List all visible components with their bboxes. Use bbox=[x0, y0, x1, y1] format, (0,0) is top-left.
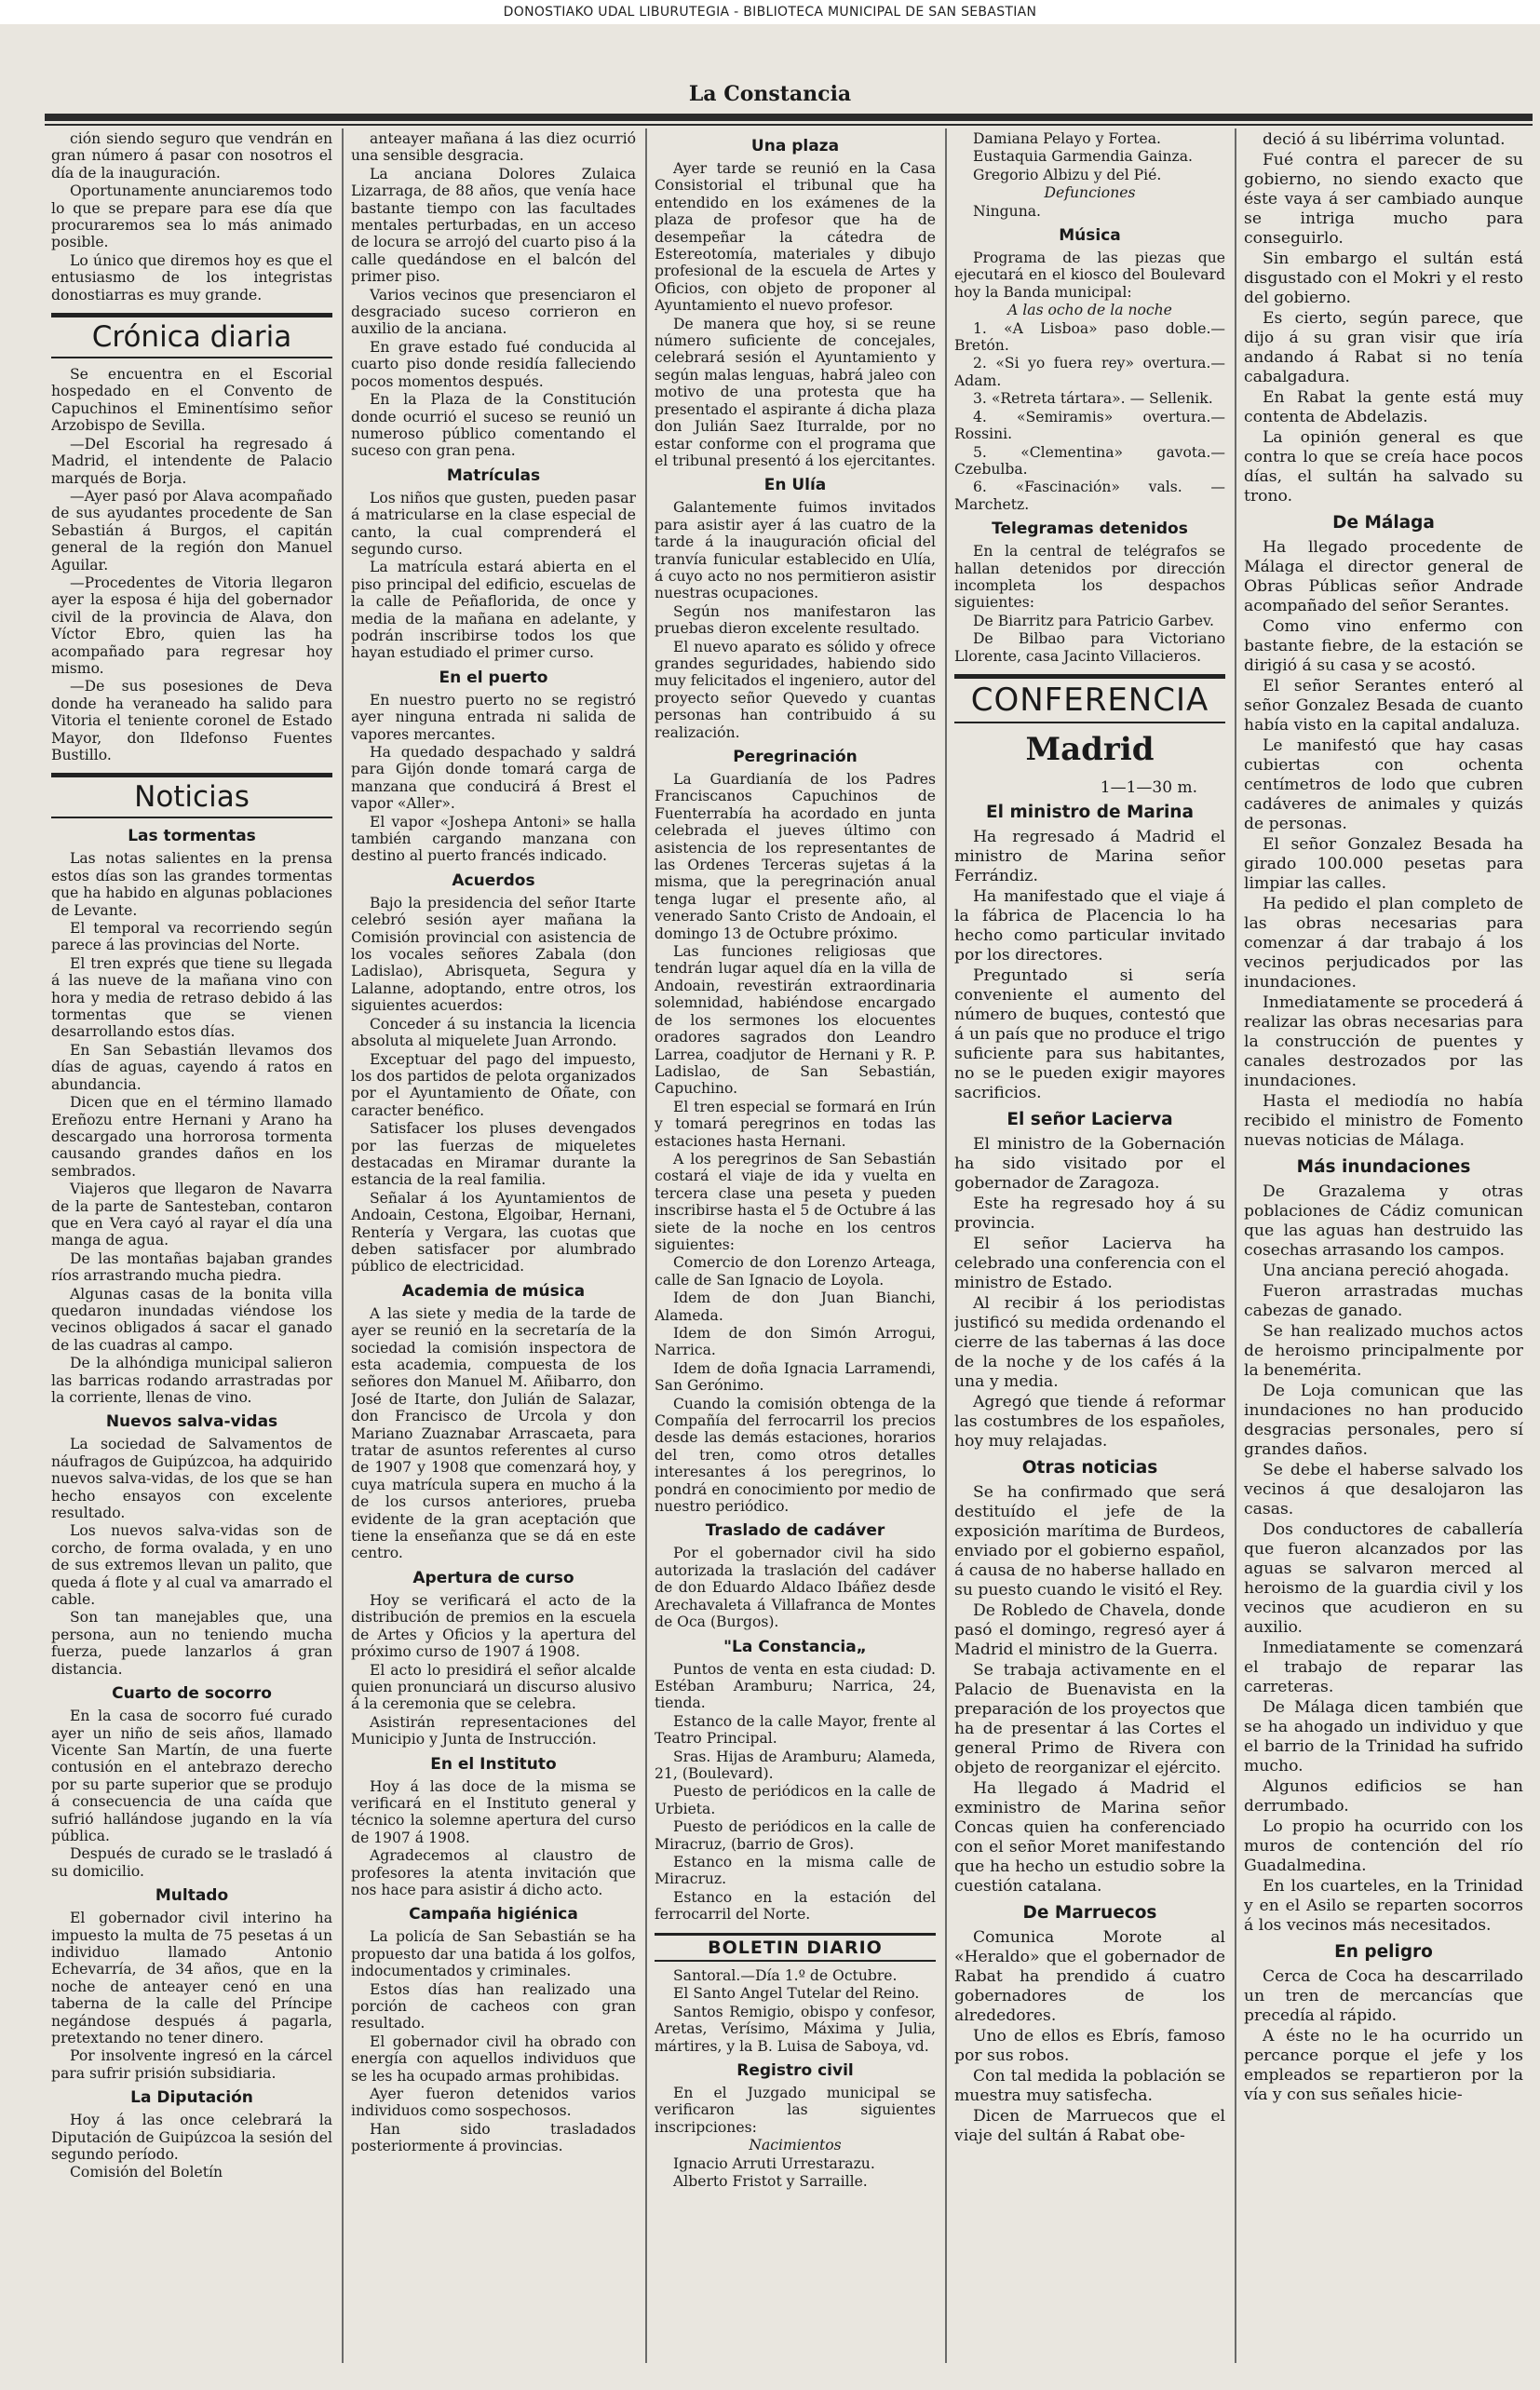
section-title-cronica: Crónica diaria bbox=[51, 313, 332, 358]
paragraph: Las notas salientes en la prensa estos días son las grandes tormentas que ha habido en algunas poblaciones de Levante. bbox=[51, 850, 332, 919]
headline-otras: Otras noticias bbox=[1021, 1458, 1158, 1479]
article-body bbox=[351, 1778, 636, 1899]
article-body bbox=[655, 1545, 936, 1630]
headline-telegramas: Telegramas detenidos bbox=[992, 520, 1188, 539]
paragraph: La matrícula estará abierta en el piso principal del edificio, escuelas de la calle de Peñaflorida, de once y media de la mañana en adelante, y podrán inscribirse todos los que hayan estudiado el primer curso. bbox=[351, 559, 636, 662]
section-title-noticias: Noticias bbox=[51, 773, 332, 818]
headline-inundaciones: Más inundaciones bbox=[1296, 1157, 1471, 1177]
paragraph: Por insolvente ingresó en la cárcel para sufrir prisión subsidiaria. bbox=[51, 2047, 332, 2082]
headline-diputacion: La Diputación bbox=[130, 2088, 253, 2108]
headline-peligro: En peligro bbox=[1334, 1942, 1433, 1962]
article-body bbox=[351, 1305, 636, 1562]
paragraph: Eustaquia Garmendia Gainza. bbox=[973, 148, 1194, 166]
paragraph: En nuestro puerto no se registró ayer ninguna entrada ni salida de vapores mercantes. bbox=[351, 691, 636, 743]
paragraph: deció á su libérrima voluntad. bbox=[1263, 130, 1506, 149]
paragraph: 4. «Semiramis» overtura.—Rossini. bbox=[954, 408, 1225, 443]
paragraph: Oportunamente anunciaremos todo lo que se prepare para ese día que procuraremos sea lo más animado posible. bbox=[51, 182, 332, 251]
paragraph: De Grazalema y otras poblaciones de Cádiz comunican que las aguas han destruido las cosechas arrasando los campos. bbox=[1244, 1182, 1523, 1260]
headline-apertura: Apertura de curso bbox=[412, 1568, 574, 1587]
paragraph: A las ocho de la noche bbox=[1007, 302, 1172, 319]
paragraph: Inmediatamente se comenzará el trabajo de reparar las carreteras. bbox=[1244, 1639, 1523, 1696]
article-body bbox=[51, 2112, 332, 2181]
paragraph: Los niños que gusten, pueden pasar á matricularse en la clase especial de canto, la cual comprenderá el segundo curso. bbox=[351, 489, 636, 558]
newspaper-masthead: La Constancia bbox=[688, 82, 852, 106]
paragraph: En Rabat la gente está muy contenta de Abdelazis. bbox=[1244, 388, 1523, 426]
article-body bbox=[954, 1928, 1225, 2146]
paragraph: Ha quedado despachado y saldrá para Gijón donde tomará carga de manzana que conducirá á Brest el vapor «Aller». bbox=[351, 744, 636, 813]
headline-matriculas: Matrículas bbox=[446, 466, 541, 485]
paragraph: Gregorio Albizu y del Pié. bbox=[973, 166, 1162, 183]
headline-plaza: Una plaza bbox=[750, 137, 840, 155]
paragraph: De manera que hoy, si se reune número suficiente de concejales, celebrará sesión el Ayuntamiento y según malas lenguas, habrá jaleo con motivo de una protesta que ha presentado el aspirante á dicha plaza don Julián Saez Iturralde, por no estar conforme con el programa que el tribunal presentó á los ejercitantes. bbox=[655, 315, 936, 469]
paragraph: El ministro de la Gobernación ha sido visitado por el gobernador de Zaragoza. bbox=[954, 1135, 1225, 1194]
article-body bbox=[51, 1708, 332, 1880]
article-body bbox=[1244, 1967, 1523, 2105]
article-body bbox=[954, 1483, 1225, 1897]
column-4 bbox=[954, 130, 1225, 2374]
paragraph: Satisfacer los pluses devengados por las fuerzas de miqueletes destacadas en Miramar durante la estancia de la real familia. bbox=[351, 1120, 636, 1189]
headline-acuerdos: Acuerdos bbox=[452, 871, 535, 890]
paragraph: Galantemente fuimos invitados para asistir ayer á las cuatro de la tarde á la inauguración oficial del tranvía funicular establecido en Ulía, á cuyo acto no nos permitieron asistir nuestras ocupaciones. bbox=[655, 499, 936, 602]
header-rule bbox=[45, 114, 1533, 121]
paragraph: Este ha regresado hoy á su provincia. bbox=[954, 1195, 1225, 1234]
paragraph: 1. «A Lisboa» paso doble.—Bretón. bbox=[954, 319, 1225, 355]
paragraph: En los cuarteles, en la Trinidad y en el Asilo se reparten socorros á los vecinos más necesitados. bbox=[1244, 1877, 1523, 1935]
article-body bbox=[351, 1928, 636, 2154]
paragraph: Dicen de Marruecos que el viaje del sultán á Rabat obe- bbox=[954, 2107, 1225, 2146]
dateline-madrid: Madrid bbox=[1025, 730, 1155, 768]
paragraph: Algunos edificios se han derrumbado. bbox=[1244, 1777, 1523, 1816]
headline-campana: Campaña higiénica bbox=[409, 1905, 578, 1924]
paragraph: —Del Escorial ha regresado á Madrid, el intendente de Palacio marqués de Borja. bbox=[51, 435, 332, 487]
time-slug: 1—1—30 m. bbox=[1100, 777, 1197, 797]
article-body bbox=[1244, 1182, 1523, 1936]
paragraph: Lo propio ha ocurrido con los muros de contención del río Guadalmedina. bbox=[1244, 1817, 1523, 1875]
column-divider bbox=[945, 128, 947, 2363]
paragraph: Santoral.—Día 1.º de Octubre. bbox=[673, 1967, 898, 1984]
paragraph: —Procedentes de Vitoria llegaron ayer la esposa é hija del gobernador civil de la provincia de Alava, don Víctor Ebro, quien las ha acompañado para regresar hoy mismo. bbox=[51, 574, 332, 677]
paragraph: Puesto de periódicos en la calle de Miracruz, (barrio de Gros). bbox=[655, 1818, 936, 1853]
paragraph: En la casa de socorro fué curado ayer un niño de seis años, llamado Vicente San Martín, de una fuerte contusión en el antebrazo derecho por su parte superior que se produjo á consecuencia de una caída que sufrió hallándose jugando en la vía pública. bbox=[51, 1708, 332, 1844]
paragraph: Uno de ellos es Ebrís, famoso por sus robos. bbox=[954, 2027, 1225, 2066]
paragraph: 3. «Retreta tártara». — Sellenik. bbox=[973, 390, 1213, 408]
article-body bbox=[655, 1967, 936, 2055]
paragraph: Viajeros que llegaron de Navarra de la parte de Santesteban, contaron que en Vera cayó al rayar el día una manga de agua. bbox=[51, 1181, 332, 1249]
paragraph: En grave estado fué conducida al cuarto piso donde residía falleciendo pocos momentos después. bbox=[351, 338, 636, 390]
headline-lacierva: El señor Lacierva bbox=[1006, 1110, 1173, 1130]
paragraph: Idem de don Simón Arrogui, Narrica. bbox=[655, 1325, 936, 1359]
paragraph: Idem de doña Ignacia Larramendi, San Gerónimo. bbox=[655, 1359, 936, 1395]
headline-salva-vidas: Nuevos salva-vidas bbox=[105, 1412, 278, 1432]
paragraph: Sin embargo el sultán está disgustado con el Mokri y el resto del gobierno. bbox=[1244, 250, 1523, 307]
paragraph: Fueron arrastradas muchas cabezas de ganado. bbox=[1244, 1282, 1523, 1320]
paragraph: Programa de las piezas que ejecutará en el kiosco del Boulevard hoy la Banda municipal: bbox=[954, 250, 1225, 301]
paragraph: Exceptuar del pago del impuesto, los dos partidos de pelota organizados por el Ayuntamiento de Oñate, con caracter benéfico. bbox=[351, 1050, 636, 1119]
paragraph: Ninguna. bbox=[973, 202, 1041, 220]
article-body bbox=[655, 160, 936, 469]
paragraph: Puesto de periódicos en la calle de Urbieta. bbox=[655, 1783, 936, 1817]
paragraph: Ayer fueron detenidos varios individuos como sospechosos. bbox=[351, 2086, 636, 2120]
paragraph: Hoy á las once celebrará la Diputación de Guipúzcoa la sesión del segundo período. bbox=[51, 2112, 332, 2164]
paragraph: Fué contra el parecer de su gobierno, no siendo exacto que éste vaya á ser cambiado aunque se intriga mucho para conseguirlo. bbox=[1244, 151, 1523, 248]
column-divider bbox=[1235, 128, 1236, 2363]
paragraph: Comunica Morote al «Heraldo» que el gobernador de Rabat ha prendido á cuatro gobernadores de los alrededores. bbox=[954, 1928, 1225, 2026]
article-body bbox=[51, 1436, 332, 1678]
paragraph: Ignacio Arruti Urrestarazu. bbox=[673, 2154, 875, 2172]
headline-socorro: Cuarto de socorro bbox=[112, 1684, 272, 1704]
article-body bbox=[351, 1592, 636, 1749]
article-body bbox=[954, 1135, 1225, 1452]
paragraph: El señor Serantes enteró al señor Gonzalez Besada de cuanto había visto en la capital andaluza. bbox=[1244, 677, 1523, 735]
article-body bbox=[655, 2085, 936, 2190]
paragraph: Ha llegado procedente de Málaga el director general de Obras Públicas señor Andrade acompañado del señor Serantes. bbox=[1244, 538, 1523, 615]
paragraph: Cuando la comisión obtenga de la Compañía del ferrocarril los precios desde las demás estaciones, horarios del tren, como otros detalles interesantes á los peregrinos, lo pondrá en conocimiento por medio de nuestro periódico. bbox=[655, 1395, 936, 1516]
paragraph: Una anciana pereció ahogada. bbox=[1263, 1262, 1509, 1280]
paragraph: El gobernador civil ha obrado con energía con aquellos individuos que se les ha ocupado armas prohibidas. bbox=[351, 2032, 636, 2085]
headline-peregrinacion: Peregrinación bbox=[733, 748, 858, 766]
paragraph: Comercio de don Lorenzo Arteaga, calle de San Ignacio de Loyola. bbox=[655, 1254, 936, 1289]
paragraph: Damiana Pelayo y Fortea. bbox=[973, 130, 1161, 147]
paragraph: Ha pedido el plan completo de las obras necesarias para comenzar á dar trabajo á los vecinos perjudicados por las inundaciones. bbox=[1244, 895, 1523, 992]
paragraph: Cerca de Coca ha descarrilado un tren de mercancías que precedía al rápido. bbox=[1244, 1967, 1523, 2025]
paragraph: Se han realizado muchos actos de heroismo principalmente por la benemérita. bbox=[1244, 1322, 1523, 1380]
headline-traslado: Traslado de cadáver bbox=[705, 1521, 885, 1541]
paragraph: Comisión del Boletín bbox=[70, 2164, 223, 2181]
paragraph: Alberto Fristot y Sarraille. bbox=[673, 2173, 868, 2191]
section-title-conferencia: CONFERENCIA bbox=[954, 674, 1225, 723]
paragraph: Ha llegado á Madrid el exministro de Marina señor Concas quien ha conferenciado con el señor Moret manifestando que ha hecho un estudio sobre la cuestión catalana. bbox=[954, 1779, 1225, 1897]
article-body bbox=[1244, 538, 1523, 1151]
paragraph: ción siendo seguro que vendrán en gran número á pasar con nosotros el día de la inauguración. bbox=[51, 130, 332, 182]
paragraph: Preguntado si sería conveniente el aumento del número de buques, contestó que á un país que no produce el trigo suficiente para sus habitantes, no se le pueden exigir mayores sacrificios. bbox=[954, 966, 1225, 1103]
article-body bbox=[655, 1661, 936, 1924]
column-divider bbox=[342, 128, 344, 2363]
paragraph: Han sido trasladados posteriormente á provincias. bbox=[351, 2120, 636, 2155]
paragraph: Como vino enfermo con bastante fiebre, de la estación se dirigió á su casa y se acostó. bbox=[1244, 617, 1523, 675]
paragraph: Puntos de venta en esta ciudad: D. Estéban Aramburu; Narrica, 24, tienda. bbox=[655, 1660, 936, 1712]
paragraph: Dicen que en el término llamado Ereñozu entre Hernani y Arano ha descargado una horrorosa tormenta causando grandes daños en los sembrados. bbox=[51, 1094, 332, 1180]
article-body bbox=[954, 828, 1225, 1103]
paragraph: Le manifestó que hay casas cubiertas con ochenta centímetros de lodo que cubren cadáveres de animales y quizás de personas. bbox=[1244, 736, 1523, 833]
article-body bbox=[954, 250, 1225, 513]
headline-musica: Música bbox=[1059, 226, 1121, 246]
article-continuation bbox=[351, 130, 636, 460]
paragraph: El nuevo aparato es sólido y ofrece grandes seguridades, habiendo sido muy felicitados el ingeniero, autor del proyecto señor Quevedo y cuantas personas han contribuido á su realización. bbox=[655, 638, 936, 741]
paragraph: 2. «Si yo fuera rey» overtura.—Adam. bbox=[954, 355, 1225, 389]
cronica-body bbox=[51, 366, 332, 763]
paragraph: Se trabaja activamente en el Palacio de Buenavista en la preparación de los proyectos que ha de presentar á las Cortes el general Primo de Rivera con objeto de reorganizar el ejército. bbox=[954, 1661, 1225, 1778]
headline-ministro: El ministro de Marina bbox=[986, 803, 1194, 823]
paragraph: Según nos manifestaron las pruebas dieron excelente resultado. bbox=[655, 602, 936, 638]
headline-tormentas: Las tormentas bbox=[128, 827, 256, 846]
article-body bbox=[51, 850, 332, 1406]
paragraph: Estos días han realizado una porción de cacheos con gran resultado. bbox=[351, 1980, 636, 2032]
paragraph: El tren especial se formará en Irún y tomará peregrinos en todas las estaciones hasta Hernani. bbox=[655, 1098, 936, 1150]
paragraph: El temporal va recorriendo según parece á las provincias del Norte. bbox=[51, 920, 332, 954]
paragraph: De Robledo de Chavela, donde pasó el domingo, regresó ayer á Madrid el ministro de la Guerra. bbox=[954, 1601, 1225, 1660]
paragraph: Lo único que diremos hoy es que el entusiasmo de los integristas donostiarras es muy grande. bbox=[51, 251, 332, 304]
paragraph: De Málaga dicen también que se ha ahogado un individuo y que el barrio de la Trinidad ha sufrido mucho. bbox=[1244, 1698, 1523, 1776]
paragraph: La opinión general es que contra lo que se creía hace pocos días, el sultán ha salvado su trono. bbox=[1244, 428, 1523, 506]
column-divider bbox=[645, 128, 647, 2363]
paragraph: Sras. Hijas de Aramburu; Alameda, 21, (Boulevard). bbox=[655, 1748, 936, 1782]
paragraph: Hasta el mediodía no había recibido el ministro de Fomento nuevas noticias de Málaga. bbox=[1244, 1092, 1523, 1150]
headline-constancia: "La Constancia„ bbox=[723, 1637, 867, 1656]
paragraph: A los peregrinos de San Sebastián costará el viaje de ida y vuelta en tercera clase una peseta y pueden inscribirse hasta el 5 de Octubre á las siete de la noche en los centros siguientes: bbox=[655, 1150, 936, 1253]
article-body bbox=[655, 499, 936, 741]
paragraph: Son tan manejables que, una persona, aun no teniendo mucha fuerza, puede lanzarlos á gran distancia. bbox=[51, 1609, 332, 1678]
paragraph: El señor Gonzalez Besada ha girado 100.000 pesetas para limpiar las calles. bbox=[1244, 835, 1523, 893]
paragraph: De Bilbao para Victoriano Llorente, casa Jacinto Villacieros. bbox=[954, 630, 1225, 665]
article-body bbox=[655, 771, 936, 1515]
paragraph: Agradecemos al claustro de profesores la atenta invitación que nos hace para asistir á dicho acto. bbox=[351, 1847, 636, 1898]
article-body bbox=[351, 490, 636, 662]
paragraph: Varios vecinos que presenciaron el desgraciado suceso corrieron en auxilio de la anciana. bbox=[351, 286, 636, 338]
headline-academia: Academia de música bbox=[401, 1281, 586, 1301]
paragraph: El señor Lacierva ha celebrado una conferencia con el ministro de Estado. bbox=[954, 1235, 1225, 1293]
paragraph: Estanco en la estación del ferrocarril del Norte. bbox=[655, 1888, 936, 1924]
headline-malaga: De Málaga bbox=[1332, 513, 1435, 533]
paragraph: De las montañas bajaban grandes ríos arrastrando mucha piedra. bbox=[51, 1249, 332, 1285]
article-body bbox=[954, 543, 1225, 665]
paragraph: En la Plaza de la Constitución donde ocurrió el suceso se reunió un numeroso público comentando el suceso con gran pena. bbox=[351, 391, 636, 460]
paragraph: En San Sebastián llevamos dos días de aguas, cayendo á ratos en abundancia. bbox=[51, 1041, 332, 1093]
paragraph: A éste no le ha ocurrido un percance porque el jefe y los empleados se repartieron por la vía y con sus señales hicie- bbox=[1244, 2027, 1523, 2104]
column-1 bbox=[51, 130, 332, 2374]
paragraph: Santos Remigio, obispo y confesor, Aretas, Verísimo, Máxima y Julia, mártires, y la B. Luisa de Saboya, vd. bbox=[655, 2003, 936, 2055]
paragraph: La Guardianía de los Padres Franciscanos Capuchinos de Fuenterrabía ha acordado en junta celebrada el jueves último con asistencia de los representantes de las Ordenes Terceras sujetas á la misma, que la peregrinación anual tenga lugar el presente año, al venerado Santo Cristo de Andoain, el domingo 13 de Octubre próximo. bbox=[655, 771, 936, 942]
paragraph: De Biarritz para Patricio Garbev. bbox=[973, 612, 1214, 629]
paragraph: De Loja comunican que las inundaciones no han producido desgracias personales, pero sí grandes daños. bbox=[1244, 1382, 1523, 1459]
paragraph: Las funciones religiosas que tendrán lugar aquel día en la villa de Andoain, revestirán extraordinaria solemnidad, habiéndose encargado de los sermones los elocuentes oradores sagrados don Leandro Larrea, coadjutor de Hernani y R. P. Ladislao, de San Sebastián, Capuchino. bbox=[655, 943, 936, 1098]
paragraph: Defunciones bbox=[1044, 184, 1136, 202]
article-body bbox=[351, 692, 636, 865]
paragraph: 6. «Fascinación» vals. — Marchetz. bbox=[954, 479, 1225, 513]
article-continuation bbox=[51, 130, 332, 304]
headline-puerto: En el puerto bbox=[439, 668, 548, 687]
paragraph: La anciana Dolores Zulaica Lizarraga, de 88 años, que venía hace bastante tiempo con las facultades mentales perturbadas, en un acceso de locura se arrojó del cuarto piso á la calle quedándose en el balcón del primer piso. bbox=[351, 165, 636, 286]
paragraph: Estanco en la misma calle de Miracruz. bbox=[655, 1853, 936, 1888]
paragraph: Idem de don Juan Bianchi, Alameda. bbox=[655, 1290, 936, 1324]
paragraph: El gobernador civil interino ha impuesto la multa de 75 pesetas á un individuo llamado Antonio Echevarría, de 34 años, que en la noche de anteayer cenó en una taberna de la calle del Príncipe negándose después á pagarla, pretextando no tener dinero. bbox=[51, 1910, 332, 2046]
article-body bbox=[351, 895, 636, 1276]
paragraph: Bajo la presidencia del señor Itarte celebró sesión ayer mañana la Comisión provincial con asistencia de los vocales señores Zabala (don Ladislao), Abrisqueta, Segura y Lalanne, adoptando, entre otros, los siguientes acuerdos: bbox=[351, 894, 636, 1015]
paragraph: Ha regresado á Madrid el ministro de Marina señor Ferrándiz. bbox=[954, 828, 1225, 886]
headline-registro: Registro civil bbox=[736, 2061, 854, 2081]
paragraph: Asistirán representaciones del Municipio y Junta de Instrucción. bbox=[351, 1713, 636, 1749]
paragraph: Al recibir á los periodistas justificó su medida ordenando el cierre de las tabernas á las doce de la noche y de los cafés á la una y media. bbox=[954, 1294, 1225, 1392]
paragraph: De la alhóndiga municipal salieron las barricas rodando arrastradas por la corriente, llenas de vino. bbox=[51, 1355, 332, 1406]
paragraph: Conceder á su instancia la licencia absoluta al miquelete Juan Arrondo. bbox=[351, 1015, 636, 1050]
paragraph: Estanco de la calle Mayor, frente al Teatro Principal. bbox=[655, 1712, 936, 1748]
column-3 bbox=[655, 130, 936, 2374]
paragraph: anteayer mañana á las diez ocurrió una sensible desgracia. bbox=[351, 130, 636, 165]
paragraph: Agregó que tiende á reformar las costumbres de los españoles, hoy muy relajadas. bbox=[954, 1393, 1225, 1452]
paragraph: Los nuevos salva-vidas son de corcho, de forma ovalada, y en uno de sus extremos llevan un palito, que queda á flote y al cual va amarrado el cable. bbox=[51, 1522, 332, 1609]
headline-marruecos: De Marruecos bbox=[1022, 1903, 1157, 1924]
paragraph: —Ayer pasó por Alava acompañado de sus ayudantes procedente de San Sebastián á Burgos, el capitán general de la región don Manuel Aguilar. bbox=[51, 487, 332, 574]
paragraph: Dos conductores de caballería que fueron alcanzados por las aguas se salvaron merced al heroismo de la guardia civil y los vecinos que acudieron en su auxilio. bbox=[1244, 1520, 1523, 1637]
paragraph: Con tal medida la población se muestra muy satisfecha. bbox=[954, 2067, 1225, 2106]
paragraph: La sociedad de Salvamentos de náufragos de Guipúzcoa, ha adquirido nuevos salva-vidas, de los que se han hecho ensayos con excelente resultado. bbox=[51, 1436, 332, 1522]
column-5 bbox=[1244, 130, 1523, 2374]
paragraph: Se encuentra en el Escorial hospedado en el Convento de Capuchinos el Eminentísimo señor Arzobispo de Sevilla. bbox=[51, 366, 332, 435]
paragraph: Ha manifestado que el viaje á la fábrica de Placencia lo ha hecho como particular invitado por los directores. bbox=[954, 887, 1225, 965]
headline-multado: Multado bbox=[155, 1886, 229, 1906]
headline-ulia: En Ulía bbox=[763, 476, 827, 495]
paragraph: Ayer tarde se reunió en la Casa Consistorial el tribunal que ha entendido en los exámenes de la plaza de profesor que ha de desempeñar la cátedra de Estereotomía, materiales y dibujo profesional de la escuela de Artes y Oficios, con objeto de proponer al Ayuntamiento el nuevo profesor. bbox=[655, 160, 936, 315]
paragraph: Señalar á los Ayuntamientos de Andoain, Cestona, Elgoibar, Hernani, Rentería y Vergara, las cuotas que deben satisfacer por alumbrado público de electricidad. bbox=[351, 1189, 636, 1276]
paragraph: Algunas casas de la bonita villa quedaron inundadas viéndose los vecinos obligados á sacar el ganado de las cuadras al campo. bbox=[51, 1285, 332, 1354]
headline-instituto: En el Instituto bbox=[430, 1754, 557, 1774]
paragraph: A las siete y media de la tarde de ayer se reunió en la secretaría de la sociedad la comisión inspectora de esta academia, compuesta de los señores don Manuel M. Añibarro, don José de Itarte, don Julián de Salazar, don Francisco de Urcola y don Mariano Zuaznabar Arrascaeta, para tratar de asuntos referentes al curso de 1907 y 1908 que comenzará hoy, y cuya matrícula supera en mucho á la de los cursos anteriores, prueba evidente de la gran aceptación que tiene la enseñanza que se dá en este centro. bbox=[351, 1304, 636, 1562]
paragraph: 5. «Clementina» gavota.—Czebulba. bbox=[954, 443, 1225, 478]
article-body bbox=[51, 1910, 332, 2082]
paragraph: Nacimientos bbox=[749, 2137, 842, 2154]
registro-continuation bbox=[954, 130, 1225, 220]
column-2 bbox=[351, 130, 636, 2374]
library-watermark: DONOSTIAKO UDAL LIBURUTEGIA - BIBLIOTECA MUNICIPAL DE SAN SEBASTIAN bbox=[0, 0, 1540, 24]
paragraph: Es cierto, según parece, que dijo á su gran visir que iría andando á Rabat si no tenía cabalgadura. bbox=[1244, 309, 1523, 386]
article-continuation bbox=[1244, 130, 1523, 506]
paragraph: Se ha confirmado que será destituído el jefe de la exposición marítima de Burdeos, enviado por el gobierno español, á causa de no haberse hallado en su puesto cuando le visitó el Rey. bbox=[954, 1483, 1225, 1600]
paragraph: Se debe el haberse salvado los vecinos á que desalojaron las casas. bbox=[1244, 1461, 1523, 1519]
paragraph: Después de curado se le trasladó á su domicilio. bbox=[51, 1845, 332, 1880]
paragraph: Inmediatamente se procederá á realizar las obras necesarias para la construcción de puentes y canales destrozados por las inundaciones. bbox=[1244, 993, 1523, 1090]
paragraph: Por el gobernador civil ha sido autorizada la traslación del cadáver de don Eduardo Aldaco Ibáñez desde Arechavaleta á Villafranca de Montes de Oca (Burgos). bbox=[655, 1545, 936, 1631]
paragraph: —De sus posesiones de Deva donde ha veraneado ha salido para Vitoria el teniente coronel de Estado Mayor, don Ildefonso Fuentes Bustillo. bbox=[51, 678, 332, 763]
section-title-boletin: BOLETIN DIARIO bbox=[655, 1933, 936, 1962]
paragraph: En la central de telégrafos se hallan detenidos por dirección incompleta los despachos siguientes: bbox=[954, 543, 1225, 612]
paragraph: El Santo Angel Tutelar del Reino. bbox=[673, 1985, 920, 2003]
paragraph: El acto lo presidirá el señor alcalde quien pronunciará un discurso alusivo á la ceremonia que se celebra. bbox=[351, 1661, 636, 1713]
header-rule-thin bbox=[45, 124, 1533, 126]
paragraph: Hoy se verificará el acto de la distribución de premios en la escuela de Artes y Oficios y la apertura del próximo curso de 1907 á 1908. bbox=[351, 1591, 636, 1661]
paragraph: Hoy á las doce de la misma se verificará en el Instituto general y técnico la solemne apertura del curso de 1907 á 1908. bbox=[351, 1777, 636, 1846]
paragraph: El vapor «Joshepa Antoni» se halla también cargando manzana con destino al puerto francés indicado. bbox=[351, 813, 636, 865]
paragraph: La policía de San Sebastián se ha propuesto dar una batida á los golfos, indocumentados y criminales. bbox=[351, 1928, 636, 1980]
paragraph: El tren exprés que tiene su llegada á las nueve de la mañana vino con hora y media de retraso debido á las tormentas que se vienen desarrollando estos días. bbox=[51, 954, 332, 1041]
paragraph: En el Juzgado municipal se verificaron las siguientes inscripciones: bbox=[655, 2085, 936, 2136]
